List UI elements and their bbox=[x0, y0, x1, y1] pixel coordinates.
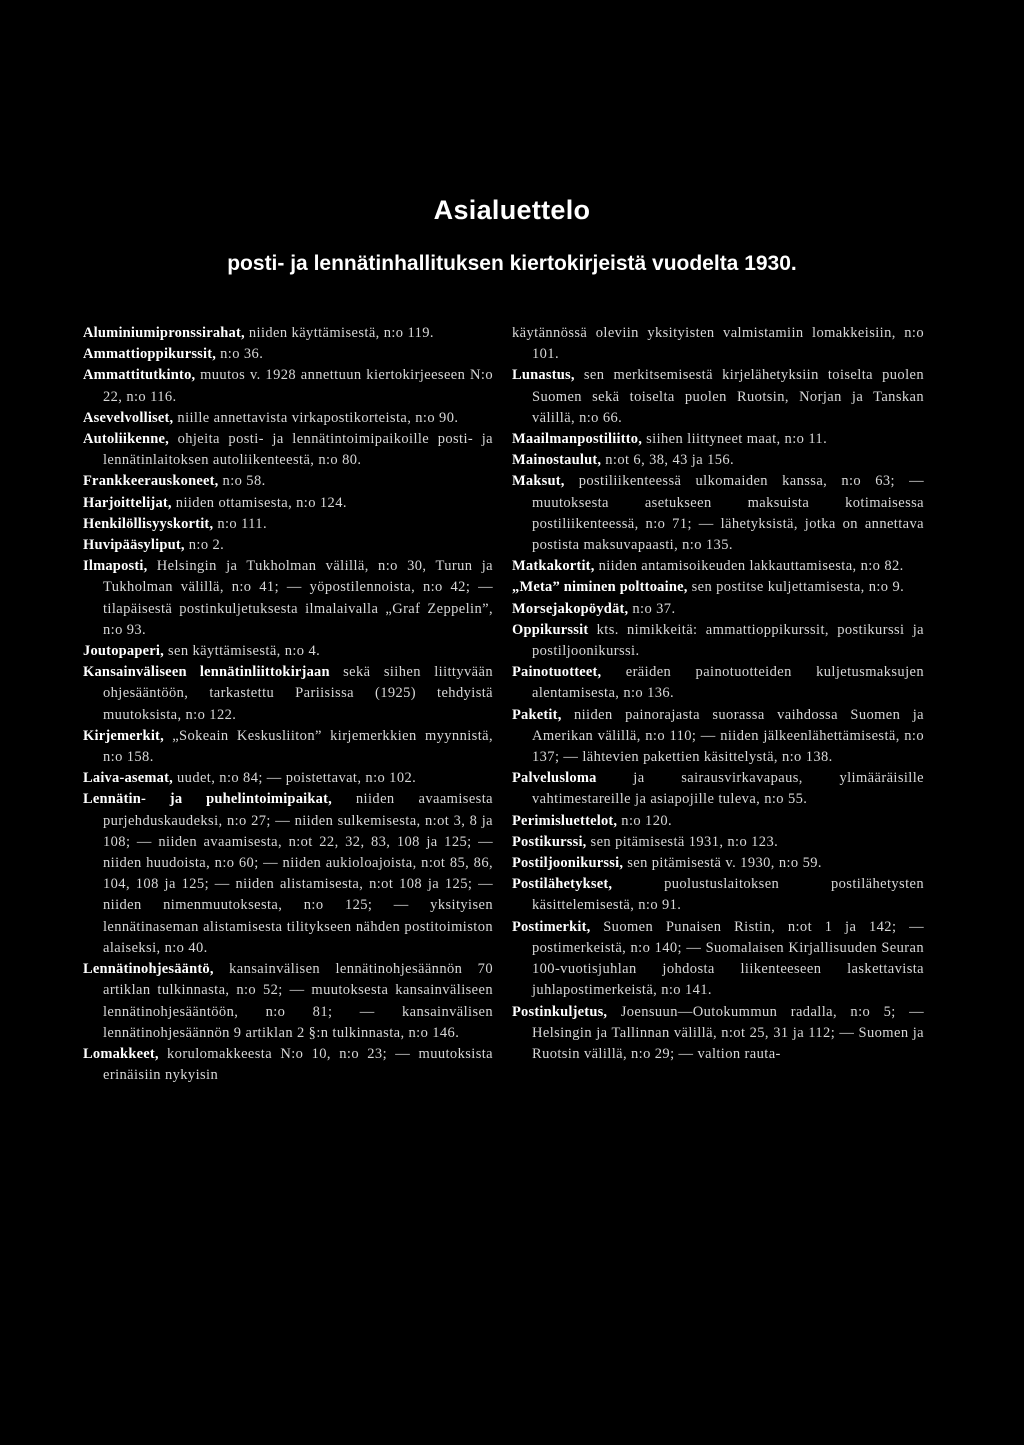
right-column bbox=[512, 323, 924, 1065]
index-entry bbox=[512, 429, 924, 450]
entry-text: n:o 58. bbox=[218, 473, 266, 490]
entry-text: muutos v. 1928 annettuun kiertokirjeeseen N:o 22, n:o 116. bbox=[103, 367, 493, 405]
entry-heading: Ammattioppikurssit, bbox=[83, 346, 217, 363]
index-entry bbox=[512, 917, 924, 1002]
index-entry bbox=[512, 853, 924, 874]
entry-text: käytännössä oleviin yksityisten valmistamiin lomakkeisiin, n:o 101. bbox=[512, 325, 924, 363]
entry-text: eräiden painotuotteiden kuljetusmaksujen alentamisesta, n:o 136. bbox=[532, 664, 924, 702]
entry-text: sen käyttämisestä, n:o 4. bbox=[163, 643, 321, 660]
entry-text: n:o 37. bbox=[628, 600, 676, 617]
entry-heading: Asevelvolliset, bbox=[83, 409, 174, 426]
entry-heading: Perimisluettelot, bbox=[512, 812, 618, 829]
entry-heading: Aluminiumipronssirahat, bbox=[83, 325, 245, 341]
entry-text: niille annettavista virkapostikorteista, n:o 90. bbox=[173, 409, 459, 426]
entry-heading: Oppikurssit bbox=[512, 621, 589, 638]
left-column bbox=[83, 323, 493, 1086]
index-entry bbox=[512, 832, 924, 853]
index-entry bbox=[83, 323, 493, 344]
index-entry bbox=[512, 705, 924, 769]
index-entry bbox=[512, 450, 924, 471]
entry-heading: Morsejakopöydät, bbox=[512, 600, 629, 617]
entry-heading: Ilmaposti, bbox=[83, 558, 148, 575]
entry-heading: Paketit, bbox=[512, 706, 562, 723]
entry-text: n:ot 6, 38, 43 ja 156. bbox=[601, 452, 735, 469]
entry-text: n:o 120. bbox=[617, 812, 673, 829]
entry-heading: Matkakortit, bbox=[512, 558, 595, 575]
index-entry bbox=[83, 662, 493, 726]
index-entry bbox=[512, 874, 924, 916]
index-entry bbox=[83, 556, 493, 641]
index-entry bbox=[83, 408, 493, 429]
index-entry bbox=[83, 471, 493, 492]
entry-text: niiden ottamisesta, n:o 124. bbox=[171, 494, 347, 511]
entry-heading: Lennätin- ja puhelintoimipaikat, bbox=[83, 791, 332, 808]
entry-heading: Palvelusloma bbox=[512, 770, 597, 787]
index-entry bbox=[83, 344, 493, 365]
entry-text: n:o 36. bbox=[216, 346, 264, 363]
entry-text: ja sairausvirkavapaus, ylimääräisille vahtimestareille ja asiapojille tuleva, n:o 55. bbox=[532, 770, 924, 808]
entry-heading: Huvipääsyliput, bbox=[83, 537, 185, 554]
entry-heading: Mainostaulut, bbox=[512, 452, 602, 469]
entry-text: n:o 111. bbox=[213, 515, 267, 532]
entry-heading: Joutopaperi, bbox=[83, 643, 164, 660]
entry-text: „Sokeain Keskusliiton” kirjemerkkien myynnistä, n:o 158. bbox=[103, 727, 493, 766]
entry-text: siihen liittyneet maat, n:o 11. bbox=[642, 431, 828, 448]
index-entry bbox=[512, 768, 924, 810]
index-entry bbox=[512, 365, 924, 429]
entry-text: Helsingin ja Tukholman välillä, n:o 30, Turun ja Tukholman välillä, n:o 41; — yöpostilennoista, n:o 42; — tilapäisestä postinkuljetuksesta ilmalaivalla „Graf Zeppelin”, n:o 93. bbox=[103, 558, 493, 638]
entry-heading: „Meta” niminen polttoaine, bbox=[512, 579, 688, 596]
index-entry bbox=[83, 789, 493, 959]
entry-heading: Postinkuljetus, bbox=[512, 1003, 608, 1020]
index-entry bbox=[83, 514, 493, 535]
entry-text: puolustuslaitoksen postilähetysten käsittelemisestä, n:o 91. bbox=[532, 876, 924, 914]
entry-heading: Kansainväliseen lennätinliittokirjaan bbox=[83, 664, 330, 681]
index-entry bbox=[83, 1044, 493, 1086]
entry-text: Joensuun—Outokummun radalla, n:o 5; — Helsingin ja Tallinnan välillä, n:ot 25, 31 ja 112; — Suomen ja Ruotsin välillä, n:o 29; — valtion rauta- bbox=[532, 1003, 924, 1062]
index-entry bbox=[512, 471, 924, 556]
entry-text: kts. nimikkeitä: ammattioppikurssit, postikurssi ja postiljoonikurssi. bbox=[532, 621, 924, 660]
entry-text: kansainvälisen lennätinohjesäännön 70 artiklan tulkinnasta, n:o 52; — muutoksesta kansainväliseen lennätinohjesääntöön, n:o 81; — kansainvälisen lennätinohjesäännön 9 artiklan 2 §:n tulkinnasta, n:o 146. bbox=[103, 961, 493, 1041]
index-entry bbox=[83, 429, 493, 471]
entry-text: Suomen Punaisen Ristin, n:ot 1 ja 142; — postimerkeistä, n:o 140; — Suomalaisen Kirjallisuuden Seuran 100-vuotisjuhlan johdosta liikenteeseen laskettavista juhlapostimerkeistä, n:o 141. bbox=[532, 918, 924, 999]
entry-text: sen pitämisestä 1931, n:o 123. bbox=[586, 833, 779, 850]
index-entry bbox=[83, 726, 493, 768]
entry-heading: Harjoittelijat, bbox=[83, 494, 172, 511]
entry-text: sen merkitsemisestä kirjelähetyksiin toiselta puolen Suomen sekä toiselta puolen Ruotsin, Norjan ja Tanskan välillä, n:o 66. bbox=[532, 367, 924, 426]
index-entry bbox=[83, 768, 493, 789]
index-entry bbox=[512, 662, 924, 704]
entry-text: niiden avaamisesta purjehduskaudeksi, n:o 27; — niiden sulkemisesta, n:ot 3, 8 ja 108; — niiden avaamisesta, n:ot 22, 32, 83, 108 ja 125; — niiden huudoista, n:o 60; — niiden aukioloajoista, n:ot 85, 86, 104, 108 ja 125; — niiden alistamisesta, n:ot 108 ja 125; — niiden nimenmuutoksesta, n:o 125; — yksityisen lennätinaseman alistamisesta tilitykseen nähden postitoimiston alaiseksi, n:o 40. bbox=[103, 791, 493, 956]
entry-text: korulomakkeesta N:o 10, n:o 23; — muutoksista erinäisiin nykyisin bbox=[103, 1045, 493, 1084]
index-entry bbox=[512, 556, 924, 577]
entry-text: niiden käyttämisestä, n:o 119. bbox=[244, 325, 434, 341]
entry-heading: Frankkeerauskoneet, bbox=[83, 473, 219, 490]
entry-heading: Laiva-asemat, bbox=[83, 770, 173, 787]
entry-text: niiden antamisoikeuden lakkauttamisesta, n:o 82. bbox=[594, 558, 904, 575]
entry-heading: Lomakkeet, bbox=[83, 1045, 159, 1062]
index-entry bbox=[83, 365, 493, 407]
entry-heading: Postikurssi, bbox=[512, 833, 587, 850]
entry-text: niiden painorajasta suorassa vaihdossa Suomen ja Amerikan välillä, n:o 110; — niiden jälkeenlähettämisestä, n:o 137; — lähtevien pakettien käsittelystä, n:o 138. bbox=[532, 706, 924, 766]
entry-text: postiliikenteessä ulkomaiden kanssa, n:o 63; — muutoksesta asetukseen maksuista kotimaisessa postiliikenteessä, n:o 71; — lähetyksistä, jotka on annettava postista maksuvapaasti, n:o 135. bbox=[532, 473, 924, 554]
index-entry bbox=[512, 620, 924, 662]
entry-heading: Autoliikenne, bbox=[83, 431, 169, 448]
entry-heading: Kirjemerkit, bbox=[83, 727, 164, 744]
entry-text: sen postitse kuljettamisesta, n:o 9. bbox=[687, 579, 905, 596]
entry-text: sen pitämisestä v. 1930, n:o 59. bbox=[623, 855, 822, 872]
entry-heading: Painotuotteet, bbox=[512, 664, 602, 681]
entry-heading: Maksut, bbox=[512, 473, 565, 490]
index-entry bbox=[83, 959, 493, 1044]
page-title: Asialuettelo bbox=[433, 195, 591, 225]
entry-heading: Postilähetykset, bbox=[512, 876, 613, 893]
entry-heading: Lunastus, bbox=[512, 367, 575, 384]
index-entry bbox=[83, 535, 493, 556]
index-entry bbox=[512, 599, 924, 620]
index-entry bbox=[512, 811, 924, 832]
entry-heading: Lennätinohjesääntö, bbox=[83, 961, 214, 978]
entry-heading: Postiljoonikurssi, bbox=[512, 855, 624, 872]
entry-heading: Ammattitutkinto, bbox=[83, 367, 196, 384]
page-subtitle: posti- ja lennätinhallituksen kiertokirjeistä vuodelta 1930. bbox=[227, 252, 797, 275]
entry-heading: Henkilöllisyyskortit, bbox=[83, 515, 214, 532]
index-entry bbox=[512, 323, 924, 365]
entry-text: uudet, n:o 84; — poistettavat, n:o 102. bbox=[173, 770, 417, 787]
entry-text: n:o 2. bbox=[184, 537, 225, 554]
index-entry bbox=[512, 577, 924, 598]
entry-heading: Maailmanpostiliitto, bbox=[512, 431, 643, 448]
index-entry bbox=[83, 493, 493, 514]
entry-text: sekä siihen liittyvään ohjesääntöön, tarkastettu Pariisissa (1925) tehdyistä muutoksista, n:o 122. bbox=[103, 664, 493, 723]
entry-heading: Postimerkit, bbox=[512, 918, 591, 935]
index-entry bbox=[512, 1002, 924, 1066]
entry-text: ohjeita posti- ja lennätintoimipaikoille posti- ja lennätinlaitoksen autoliikenteestä, n:o 80. bbox=[103, 431, 493, 469]
index-entry bbox=[83, 641, 493, 662]
